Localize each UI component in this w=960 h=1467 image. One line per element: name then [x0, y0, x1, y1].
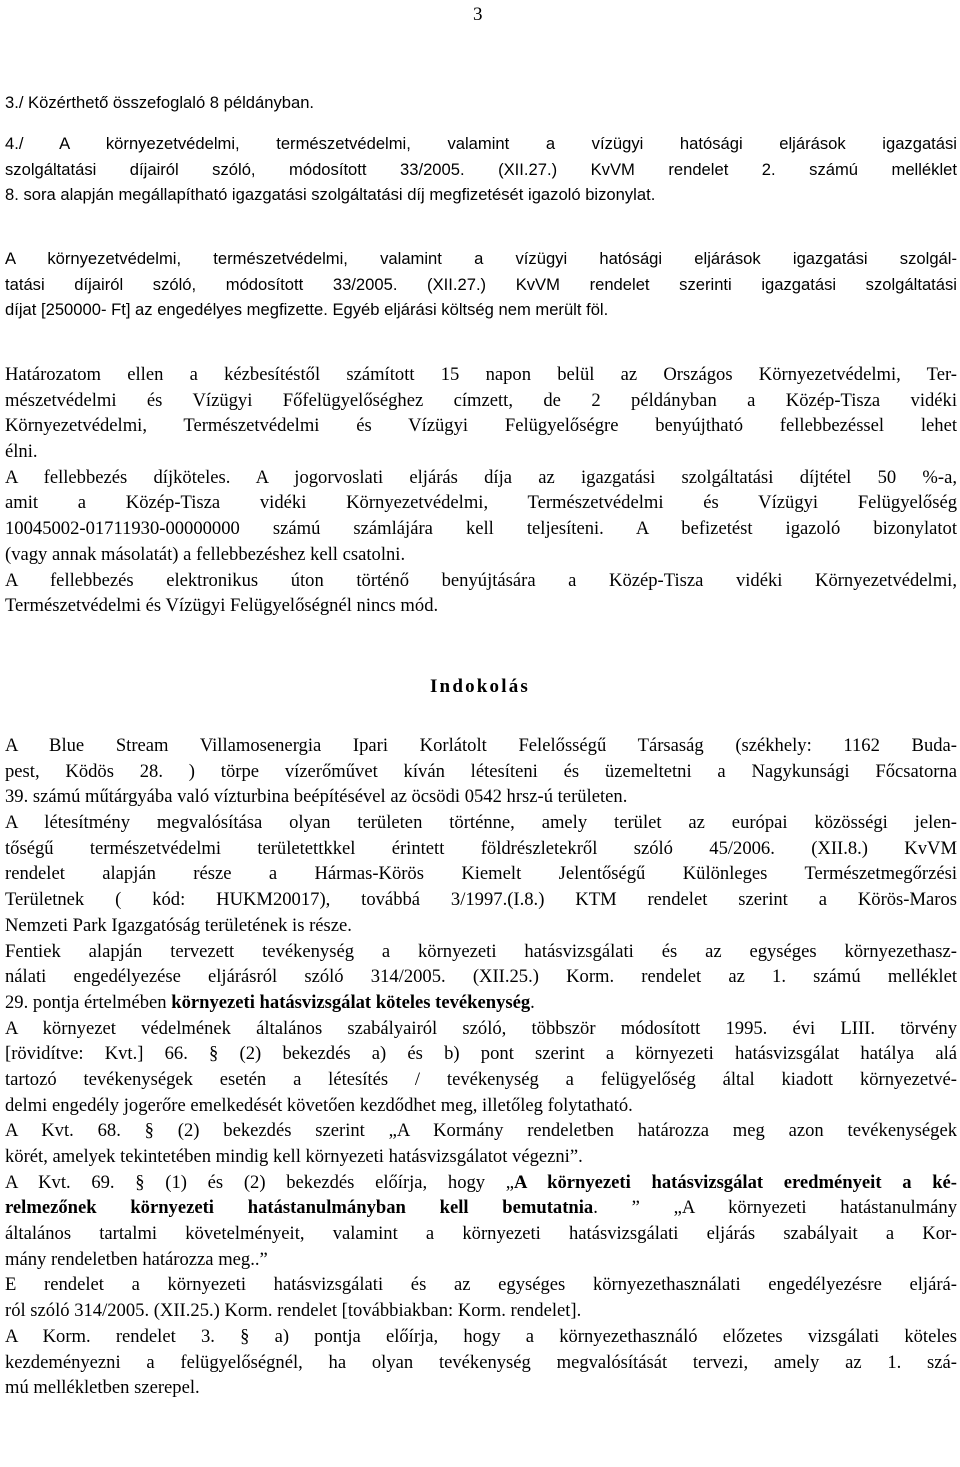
text-line: mány rendeletben határozza meg..”: [5, 1248, 268, 1270]
text-line: körét, amelyek tekintetében mindig kell környezeti hatásvizsgálatot végezni”.: [5, 1146, 583, 1167]
text-line: élni.: [5, 441, 38, 463]
text-line: relmezőnek környezeti hatástanulmányban kell bemutatnia. ” „A környezeti hatástanulmány: [5, 1197, 957, 1219]
text-line: A fellebbezés elektronikus úton történő benyújtására a Közép-Tisza vidéki Környezetvédelmi,: [5, 569, 957, 591]
justification-body: [5, 733, 957, 1401]
text-line: Határozatom ellen a kézbesítéstől számított 15 napon belül az Országos Környezetvédelmi, Ter-: [5, 364, 957, 385]
page-number: 3: [473, 4, 483, 25]
text-line: 10045002-01711930-00000000 számú számlájára kell teljesíteni. A befizetést igazoló bizonylatot: [5, 518, 957, 540]
list-item-line: szolgáltatási díjairól szóló, módosított 33/2005. (XII.27.) KvVM rendelet 2. számú melléklet: [5, 159, 957, 179]
text-line: mú mellékletben szerepel.: [5, 1377, 200, 1399]
text-line: E rendelet a környezeti hatásvizsgálati és az egységes környezethasználati engedélyezésre eljárá-: [5, 1274, 957, 1296]
text-line: rendelet alapján része a Hármas-Körös Kiemelt Jelentőségű Különleges Természetmegőrzési: [5, 863, 957, 885]
text-line: A Korm. rendelet 3. § a) pontja előírja, hogy a környezethasználó előzetes vizsgálati köteles: [5, 1325, 957, 1347]
text-line: díjat [250000- Ft] az engedélyes megfizette. Egyéb eljárási költség nem merült föl.: [5, 300, 609, 320]
text-line: nálati engedélyezése eljárásról szóló 314/2005. (XII.25.) Korm. rendelet az 1. számú melléklet: [5, 966, 957, 988]
text-line: Környezetvédelmi, Természetvédelmi és Vízügyi Felügyelőségre benyújtható fellebbezéssel lehet: [5, 415, 957, 437]
text-line: A környezet védelmének általános szabályairól szóló, többször módosított 1995. évi LIII. törvény: [5, 1017, 957, 1039]
text-line: Területnek ( kód: HUKM20017), továbbá 3/1997.(I.8.) KTM rendelet szerint a Körös-Maros: [5, 889, 957, 911]
list-item-line: 3./ Közérthető összefoglaló 8 példányban.: [5, 93, 315, 112]
text-line: mészetvédelmi és Vízügyi Főfelügyelőséghez címzett, de 2 példányban a Közép-Tisza vidéki: [5, 389, 957, 411]
text-line: [rövidítve: Kvt.] 66. § (2) bekezdés a) és b) pont szerint a környezeti hatásvizsgálat hatálya alá: [5, 1043, 957, 1065]
section-heading-indokolas: Indokolás: [429, 676, 531, 697]
text-line: A Blue Stream Villamosenergia Ipari Korlátolt Felelősségű Társaság (székhely: 1162 Buda-: [5, 735, 957, 756]
text-line: Nemzeti Park Igazgatóság területének is része.: [5, 914, 352, 936]
text-line: pest, Ködös 28. ) törpe vízerőművet kíván létesíteni és üzemeltetni a Nagykunsági Főcsatorna: [5, 760, 957, 782]
text-line: Fentiek alapján tervezett tevékenység a környezeti hatásvizsgálati és az egységes környezethasz-: [5, 940, 957, 962]
text-line: A Kvt. 69. § (1) és (2) bekezdés előírja, hogy „A környezeti hatásvizsgálat eredményeit a ké-: [5, 1171, 957, 1193]
text-line: amit a Közép-Tisza vidéki Környezetvédelmi, Természetvédelmi és Vízügyi Felügyelőség: [5, 492, 957, 514]
text-line: tartozó tevékenységek esetén a létesítés / tevékenység a felügyelőség által kiadott környezetvé-: [5, 1068, 957, 1090]
text-line: A létesítmény megvalósítása olyan területen történne, amely terület az európai közösségi jelen-: [5, 812, 957, 834]
text-line: kezdeményezni a felügyelőségnél, ha olyan tevékenység megvalósítását tervezi, amely az 1. szá-: [5, 1351, 957, 1373]
text-line: (vagy annak másolatát) a fellebbezéshez kell csatolni.: [5, 543, 406, 565]
text-line: 29. pontja értelmében környezeti hatásvizsgálat köteles tevékenység.: [5, 991, 535, 1013]
text-line: tatási díjairól szóló, módosított 33/2005. (XII.27.) KvVM rendelet szerinti igazgatási szolgáltatási: [5, 274, 957, 294]
text-line: általános tartalmi követelményeit, valamint a környezeti hatásvizsgálati eljárás szabályait a Kor-: [5, 1223, 957, 1245]
text-line: ról szóló 314/2005. (XII.25.) Korm. rendelet [továbbiakban: Korm. rendelet].: [5, 1300, 582, 1322]
text-line: A környezetvédelmi, természetvédelmi, valamint a vízügyi hatósági eljárások igazgatási szolgál-: [5, 249, 957, 268]
list-item-4: [5, 131, 957, 208]
text-line: delmi engedély jogerőre emelkedését követően kezdődhet meg, illetőleg folytatható.: [5, 1094, 633, 1116]
list-item-line: 8. sora alapján megállapítható igazgatási szolgáltatási díj megfizetését igazoló bizonylat.: [5, 185, 656, 205]
fee-paragraph: [5, 246, 957, 323]
enclosure-list: [5, 90, 957, 208]
text-line: 39. számú műtárgyába való vízturbina beépítésével az öcsödi 0542 hrsz-ú területen.: [5, 786, 628, 808]
appeal-paragraph: [5, 362, 957, 619]
text-line: A Kvt. 68. § (2) bekezdés szerint „A Kormány rendeletben határozza meg azon tevékenységek: [5, 1120, 957, 1142]
list-item-3: [5, 90, 957, 131]
text-line: A fellebbezés díjköteles. A jogorvoslati eljárás díja az igazgatási szolgáltatási díjtétel 50 %-a,: [5, 466, 957, 488]
text-line: tőségű természetvédelmi területettkkel érintett földrészletekről szóló 45/2006. (XII.8.) KvVM: [5, 837, 957, 859]
text-line: Természetvédelmi és Vízügyi Felügyelőségnél nincs mód.: [5, 595, 439, 617]
list-item-line: 4./ A környezetvédelmi, természetvédelmi, valamint a vízügyi hatósági eljárások igazgatási: [5, 134, 957, 153]
